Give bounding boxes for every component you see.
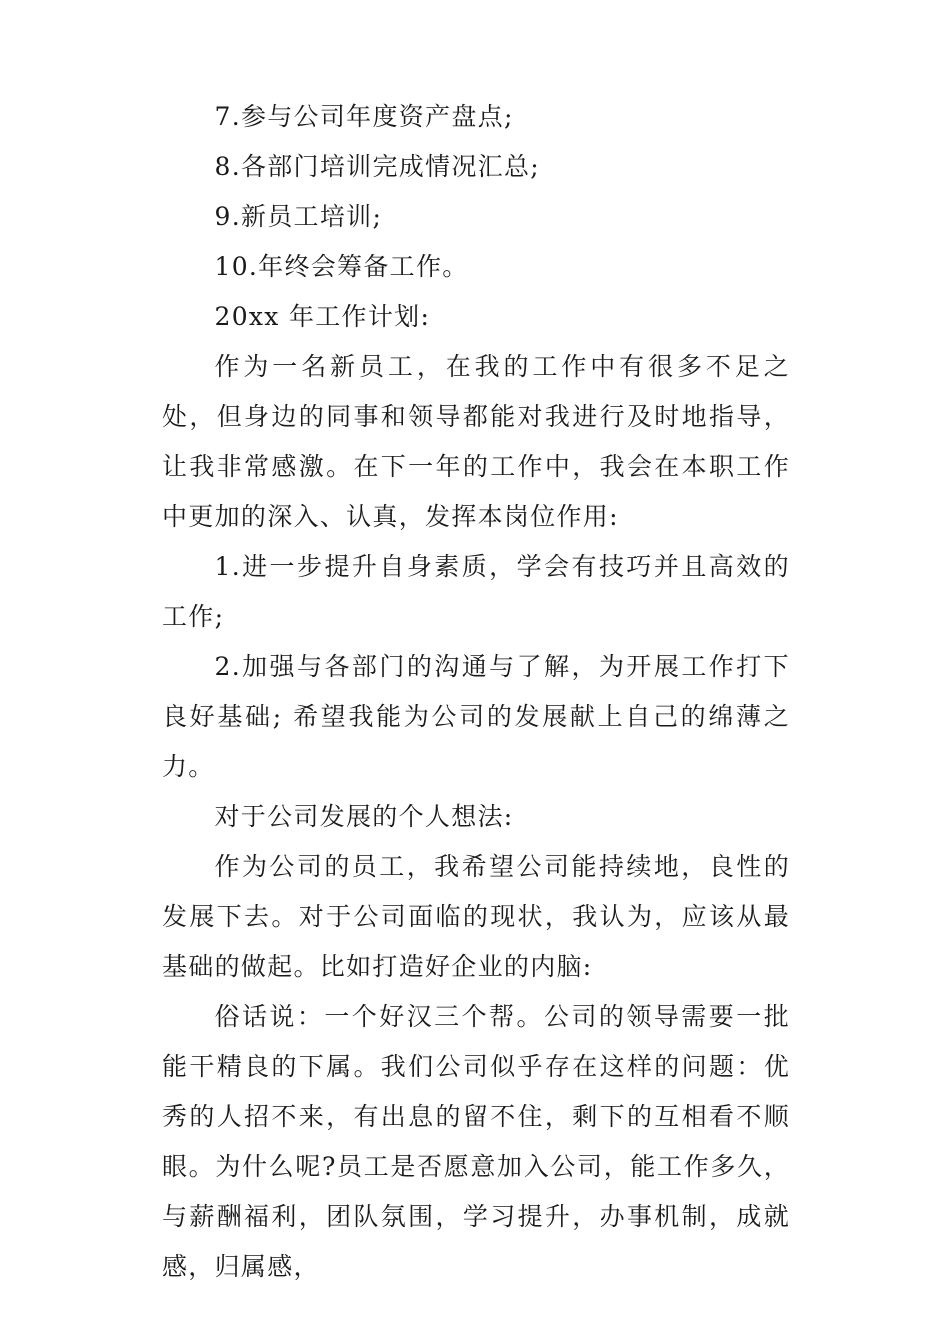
plan-item-1: 1.进一步提升自身素质，学会有技巧并且高效的工作;	[162, 552, 790, 631]
list-item-7: 7.参与公司年度资产盘点;	[214, 102, 514, 131]
section-heading-work-plan: 20xx 年工作计划:	[214, 302, 431, 331]
document-body	[162, 92, 790, 1292]
paragraph-company-development: 作为公司的员工，我希望公司能持续地，良性的发展下去。对于公司面临的现状，我认为，应该从最基础的做起。比如打造好企业的内脑:	[162, 852, 790, 981]
plan-item-2: 2.加强与各部门的沟通与了解，为开展工作打下良好基础; 希望我能为公司的发展献上自己的绵薄之力。	[162, 652, 790, 781]
list-item-10: 10.年终会筹备工作。	[214, 252, 469, 281]
paragraph-new-employee: 作为一名新员工，在我的工作中有很多不足之处，但身边的同事和领导都能对我进行及时地指导，让我非常感激。在下一年的工作中，我会在本职工作中更加的深入、认真，发挥本岗位作用:	[162, 352, 790, 531]
section-heading-personal-ideas: 对于公司发展的个人想法:	[214, 802, 514, 831]
list-item-8: 8.各部门培训完成情况汇总;	[214, 152, 540, 181]
list-item-9: 9.新员工培训;	[214, 202, 383, 231]
paragraph-proverb: 俗话说：一个好汉三个帮。公司的领导需要一批能干精良的下属。我们公司似乎存在这样的问题：优秀的人招不来，有出息的留不住，剩下的互相看不顺眼。为什么呢?员工是否愿意加入公司，能工作多久，与薪酬福利，团队氛围，学习提升，办事机制，成就感，归属感，	[162, 1002, 790, 1281]
